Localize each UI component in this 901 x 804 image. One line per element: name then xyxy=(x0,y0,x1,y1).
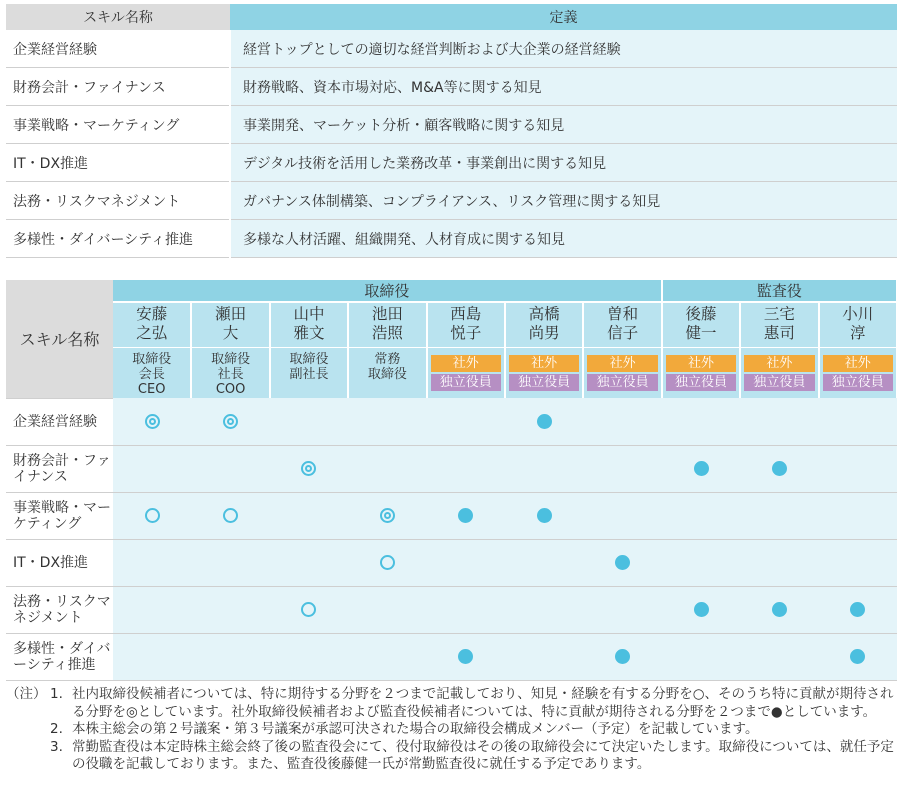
member-header-cell xyxy=(583,302,661,398)
skill-row xyxy=(6,492,897,539)
definition-row xyxy=(6,30,897,68)
outside-badge: 社外 xyxy=(666,355,736,372)
note-item xyxy=(6,686,899,721)
filled-dot-mark-icon xyxy=(694,602,709,617)
independent-officer-badge: 独立役員 xyxy=(666,374,736,391)
member-header-cell xyxy=(819,302,897,398)
outside-badge: 社外 xyxy=(823,355,893,372)
skill-matrix-table xyxy=(6,280,898,681)
skill-cell xyxy=(427,492,505,539)
outside-badge: 社外 xyxy=(509,355,579,372)
skill-cell xyxy=(662,539,740,586)
member-role xyxy=(741,348,817,398)
skill-cell xyxy=(348,445,426,492)
skill-cell xyxy=(740,492,818,539)
definition-row xyxy=(6,182,897,220)
member-given-name: 健一 xyxy=(685,324,717,342)
independent-officer-badge: 独立役員 xyxy=(823,374,893,391)
note-text: 常勤監査役は本定時株主総会終了後の監査役会にて、役付取締役はその後の取締役会にて決定いたします。取締役については、就任予定の役職を記載しております。また、監査役後藤健一氏が常勤監査役に就任する予定であります。 xyxy=(72,738,894,772)
member-surname: 高橋 xyxy=(528,305,560,323)
skill-cell xyxy=(113,633,191,680)
member-surname: 安藤 xyxy=(136,305,168,323)
member-role-line: 会長 xyxy=(138,367,165,382)
skill-cell xyxy=(427,398,505,445)
filled-dot-mark-icon xyxy=(694,461,709,476)
definition-row xyxy=(6,144,897,182)
notes-section xyxy=(6,686,899,774)
member-surname: 三宅 xyxy=(763,305,795,323)
outside-badge: 社外 xyxy=(587,355,657,372)
auditors-group-header: 監査役 xyxy=(662,280,897,302)
skill-cell xyxy=(819,586,897,633)
skill-cell xyxy=(191,539,269,586)
member-name xyxy=(741,303,817,348)
skill-name-cell: 多様性・ダイバーシティ推進 xyxy=(6,220,230,258)
circle-mark-icon xyxy=(145,508,160,523)
circle-mark-icon xyxy=(380,555,395,570)
skill-cell xyxy=(662,445,740,492)
member-role xyxy=(192,348,268,398)
skill-cell xyxy=(819,539,897,586)
skill-cell xyxy=(113,445,191,492)
skill-cell xyxy=(113,586,191,633)
member-given-name: 浩照 xyxy=(371,324,403,342)
filled-dot-mark-icon xyxy=(772,602,787,617)
skill-cell xyxy=(191,586,269,633)
member-name xyxy=(506,303,582,348)
member-role-line: 常務 xyxy=(374,352,401,367)
skill-cell xyxy=(740,398,818,445)
definition-header: 定義 xyxy=(230,4,897,30)
outside-badge: 社外 xyxy=(744,355,814,372)
member-role-line: CEO xyxy=(137,382,166,397)
member-given-name: 雅文 xyxy=(293,324,325,342)
note-label xyxy=(6,721,50,739)
note-number: 1. xyxy=(50,686,63,702)
member-name xyxy=(428,303,504,348)
member-surname: 西島 xyxy=(450,305,482,323)
skill-cell xyxy=(113,492,191,539)
filled-dot-mark-icon xyxy=(458,508,473,523)
member-surname: 山中 xyxy=(293,305,325,323)
double-circle-mark-icon xyxy=(380,508,395,523)
member-role xyxy=(506,348,582,398)
member-given-name: 淳 xyxy=(850,324,866,342)
member-role xyxy=(663,348,739,398)
skill-cell xyxy=(427,445,505,492)
member-surname: 小川 xyxy=(842,305,874,323)
skill-cell xyxy=(270,539,348,586)
skill-cell xyxy=(348,586,426,633)
skill-row-label: 多様性・ダイバーシティ推進 xyxy=(6,633,113,680)
skill-cell xyxy=(505,398,583,445)
skill-cell xyxy=(819,445,897,492)
member-role xyxy=(113,348,190,398)
filled-dot-mark-icon xyxy=(537,414,552,429)
skill-name-cell: 財務会計・ファイナンス xyxy=(6,68,230,106)
member-role-line: COO xyxy=(215,382,246,397)
skill-row xyxy=(6,398,897,445)
skill-cell xyxy=(191,445,269,492)
member-role xyxy=(271,348,347,398)
member-given-name: 大 xyxy=(222,324,239,342)
double-circle-mark-icon xyxy=(301,461,316,476)
member-name xyxy=(113,303,190,348)
note-item xyxy=(6,721,899,739)
note-number: 2. xyxy=(50,721,63,737)
skill-definition-cell: デジタル技術を活用した業務改革・事業創出に関する知見 xyxy=(230,144,897,182)
skill-cell xyxy=(348,539,426,586)
skill-name-cell: 法務・リスクマネジメント xyxy=(6,182,230,220)
skill-name-header: スキル名称 xyxy=(6,4,230,30)
member-surname: 池田 xyxy=(371,305,403,323)
member-role-line: 社長 xyxy=(217,367,244,382)
skill-cell xyxy=(583,445,661,492)
member-surname: 瀬田 xyxy=(215,305,247,323)
skill-cell xyxy=(427,539,505,586)
skill-cell xyxy=(819,492,897,539)
skill-cell xyxy=(191,633,269,680)
skill-name-cell: 事業戦略・マーケティング xyxy=(6,106,230,144)
skill-row-label: 企業経営経験 xyxy=(6,398,113,445)
member-name xyxy=(584,303,660,348)
note-text: 社内取締役候補者については、特に期待する分野を２つまで記載しており、知見・経験を有する分野を○、そのうち特に貢献が期待される分野を◎としています。社外取締役候補者および監査役候補者については、特に貢献が期待される分野を２つまで●としています。 xyxy=(72,686,894,720)
definition-row xyxy=(6,106,897,144)
skill-definition-cell: 財務戦略、資本市場対応、M&A等に関する知見 xyxy=(230,68,897,106)
skill-row-label: 財務会計・ファイナンス xyxy=(6,445,113,492)
skill-cell xyxy=(270,633,348,680)
skill-cell xyxy=(819,398,897,445)
filled-dot-mark-icon xyxy=(537,508,552,523)
member-role xyxy=(428,348,504,398)
independent-officer-badge: 独立役員 xyxy=(587,374,657,391)
double-circle-mark-icon xyxy=(145,414,160,429)
member-name xyxy=(663,303,739,348)
note-text: 本株主総会の第２号議案・第３号議案が承認可決された場合の取締役会構成メンバー（予定）を記載しています。 xyxy=(72,721,759,737)
skill-cell xyxy=(270,398,348,445)
skill-cell xyxy=(348,633,426,680)
definition-row xyxy=(6,68,897,106)
filled-dot-mark-icon xyxy=(615,555,630,570)
member-surname: 後藤 xyxy=(685,305,717,323)
member-role-line: 取締役 xyxy=(289,352,329,367)
skill-cell xyxy=(505,633,583,680)
member-header-cell xyxy=(348,302,426,398)
skill-name-cell: 企業経営経験 xyxy=(6,30,230,68)
definition-header-row xyxy=(6,4,897,30)
skill-cell xyxy=(583,539,661,586)
member-name xyxy=(820,303,896,348)
member-role xyxy=(349,348,425,398)
skill-row xyxy=(6,586,897,633)
member-name xyxy=(192,303,268,348)
independent-officer-badge: 独立役員 xyxy=(431,374,501,391)
skill-cell xyxy=(740,586,818,633)
skill-cell xyxy=(191,398,269,445)
member-role-line: 取締役 xyxy=(132,352,172,367)
skill-cell xyxy=(819,633,897,680)
definition-row xyxy=(6,220,897,258)
skill-cell xyxy=(740,539,818,586)
member-name xyxy=(271,303,347,348)
skill-definition-cell: 多様な人材活躍、組織開発、人材育成に関する知見 xyxy=(230,220,897,258)
outside-badge: 社外 xyxy=(431,355,501,372)
skill-cell xyxy=(583,398,661,445)
skill-cell xyxy=(662,586,740,633)
skill-cell xyxy=(662,398,740,445)
filled-dot-mark-icon xyxy=(850,649,865,664)
skill-cell xyxy=(113,398,191,445)
circle-mark-icon xyxy=(223,508,238,523)
skill-cell xyxy=(505,445,583,492)
directors-group-header: 取締役 xyxy=(113,280,662,302)
skill-row-label: 事業戦略・マーケティング xyxy=(6,492,113,539)
skill-cell xyxy=(113,539,191,586)
independent-officer-badge: 独立役員 xyxy=(509,374,579,391)
skill-definition-cell: 事業開発、マーケット分析・顧客戦略に関する知見 xyxy=(230,106,897,144)
member-header-cell xyxy=(113,302,191,398)
independent-officer-badge: 独立役員 xyxy=(744,374,814,391)
matrix-corner-label: スキル名称 xyxy=(6,280,113,398)
member-role xyxy=(584,348,660,398)
skill-cell xyxy=(583,586,661,633)
member-given-name: 惠司 xyxy=(763,324,795,342)
skill-definition-cell: ガバナンス体制構築、コンプライアンス、リスク管理に関する知見 xyxy=(230,182,897,220)
member-role-line: 取締役 xyxy=(211,352,251,367)
skill-row-label: 法務・リスクマネジメント xyxy=(6,586,113,633)
skill-definition-table xyxy=(6,4,897,258)
skill-cell xyxy=(427,633,505,680)
skill-cell xyxy=(505,539,583,586)
circle-mark-icon xyxy=(301,602,316,617)
member-role-line: 副社長 xyxy=(289,367,329,382)
skill-cell xyxy=(348,398,426,445)
member-header-cell xyxy=(191,302,269,398)
skill-row xyxy=(6,633,897,680)
skill-cell xyxy=(662,492,740,539)
skill-cell xyxy=(505,586,583,633)
note-item xyxy=(6,739,899,774)
double-circle-mark-icon xyxy=(223,414,238,429)
skill-row xyxy=(6,445,897,492)
member-header-cell xyxy=(505,302,583,398)
member-role xyxy=(820,348,896,398)
member-header-cell xyxy=(662,302,740,398)
filled-dot-mark-icon xyxy=(458,649,473,664)
member-header-cell xyxy=(427,302,505,398)
filled-dot-mark-icon xyxy=(850,602,865,617)
note-label: （注） xyxy=(6,686,47,702)
member-header-row xyxy=(6,302,897,398)
skill-cell xyxy=(270,445,348,492)
skill-cell xyxy=(662,633,740,680)
skill-cell xyxy=(191,492,269,539)
skill-cell xyxy=(740,445,818,492)
note-label xyxy=(6,739,50,774)
member-given-name: 尚男 xyxy=(528,324,560,342)
skill-cell xyxy=(270,586,348,633)
filled-dot-mark-icon xyxy=(615,649,630,664)
member-name xyxy=(349,303,425,348)
skill-cell xyxy=(583,633,661,680)
member-given-name: 信子 xyxy=(607,324,639,342)
skill-cell xyxy=(270,492,348,539)
skill-cell xyxy=(505,492,583,539)
skill-cell xyxy=(427,586,505,633)
skill-name-cell: IT・DX推進 xyxy=(6,144,230,182)
member-header-cell xyxy=(740,302,818,398)
member-given-name: 之弘 xyxy=(136,324,168,342)
member-surname: 曽和 xyxy=(607,305,639,323)
skill-cell xyxy=(740,633,818,680)
skill-row-label: IT・DX推進 xyxy=(6,539,113,586)
member-header-cell xyxy=(270,302,348,398)
member-role-line: 取締役 xyxy=(367,367,407,382)
skill-row xyxy=(6,539,897,586)
filled-dot-mark-icon xyxy=(772,461,787,476)
member-given-name: 悦子 xyxy=(450,324,482,342)
skill-definition-cell: 経営トップとしての適切な経営判断および大企業の経営経験 xyxy=(230,30,897,68)
skill-cell xyxy=(348,492,426,539)
note-number: 3. xyxy=(50,738,63,755)
matrix-group-row xyxy=(6,280,897,302)
skill-cell xyxy=(583,492,661,539)
